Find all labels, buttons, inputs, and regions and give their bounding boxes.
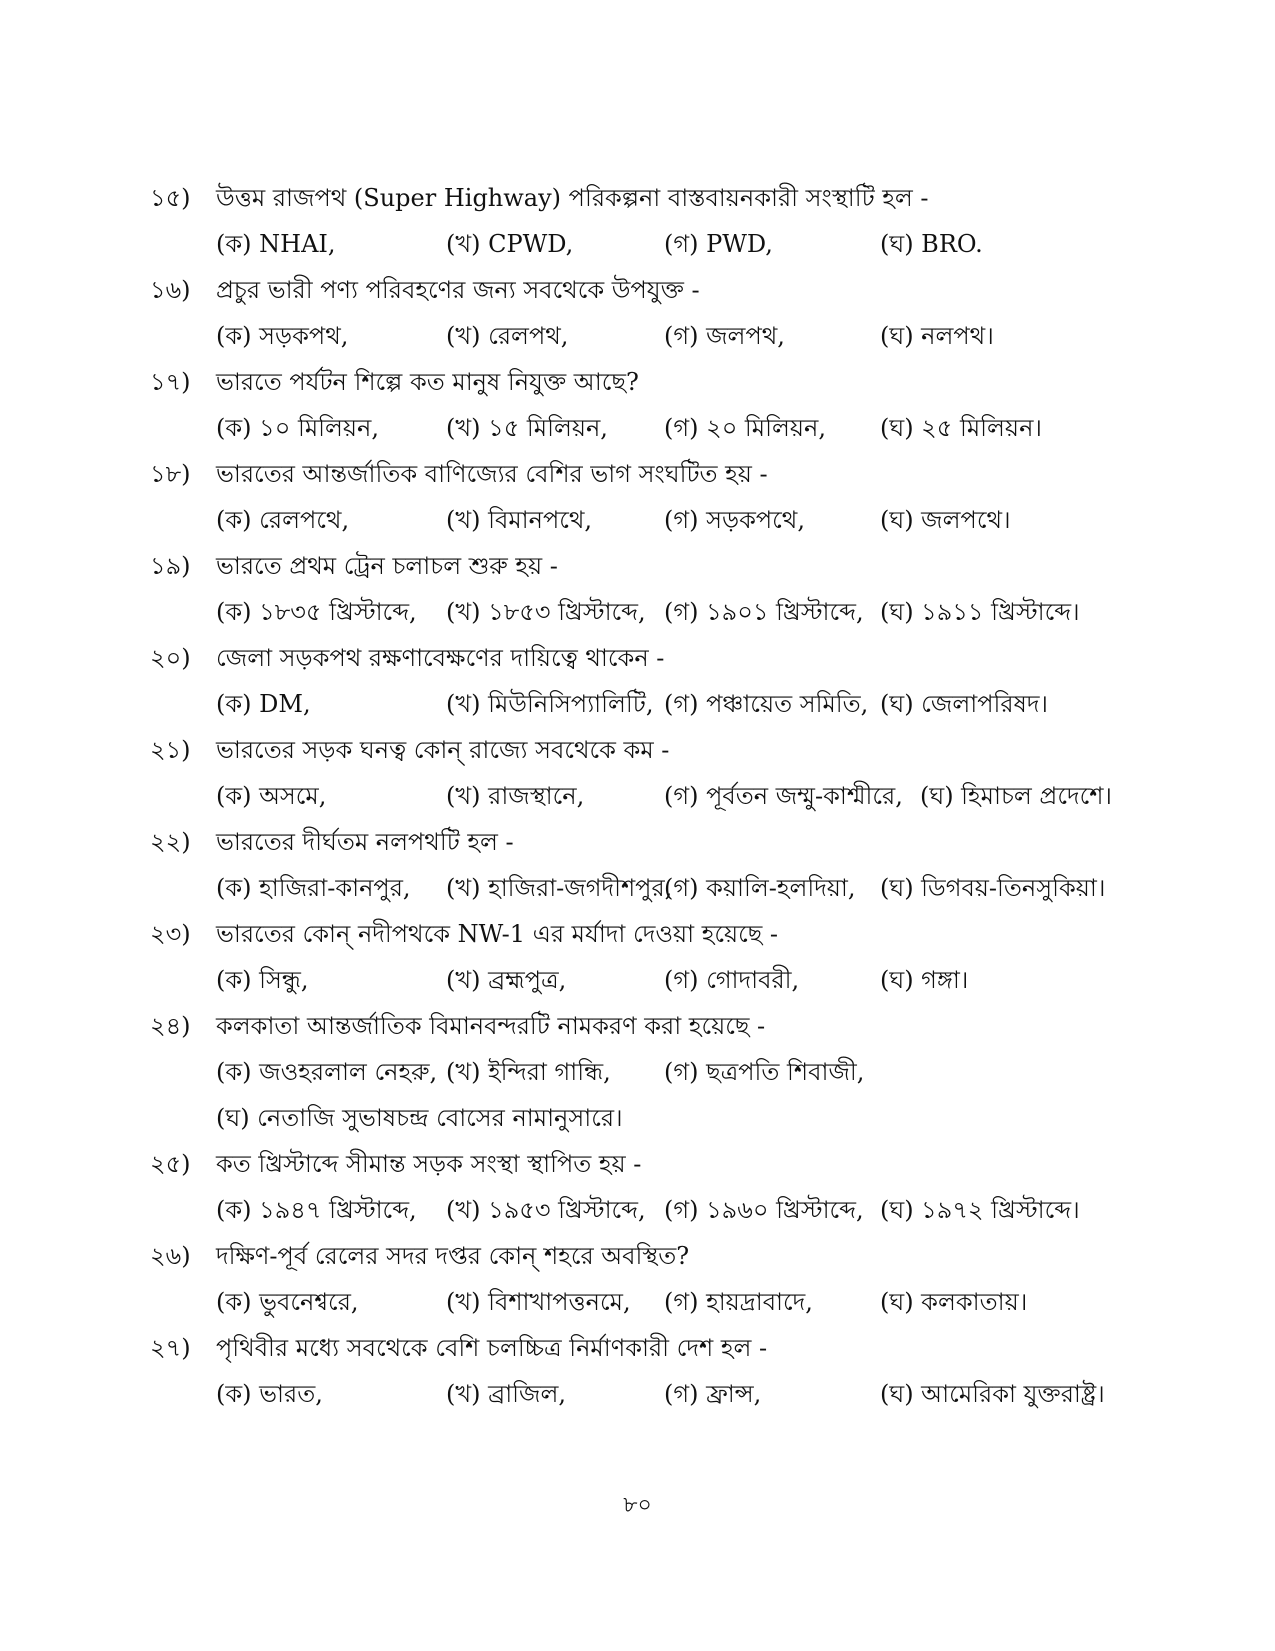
- question-line: [0, 180, 1275, 220]
- option-ka: (ক) সড়কপথ,: [216, 322, 349, 350]
- question-text: কলকাতা আন্তর্জাতিক বিমানবন্দরটি নামকরণ করা হয়েছে -: [216, 1012, 766, 1040]
- question-text: ভারতের আন্তর্জাতিক বাণিজ্যের বেশির ভাগ সংঘটিত হয় -: [216, 460, 768, 488]
- option-kha: (খ) CPWD,: [446, 230, 574, 258]
- option-kha: (খ) ইন্দিরা গান্ধি,: [446, 1058, 611, 1086]
- question-text: উত্তম রাজপথ (Super Highway) পরিকল্পনা বাস্তবায়নকারী সংস্থাটি হল -: [216, 184, 929, 212]
- question-text: দক্ষিণ-পূর্ব রেলের সদর দপ্তর কোন্ শহরে অবস্থিত?: [216, 1242, 690, 1270]
- option-gha: (ঘ) জলপথে।: [880, 506, 1011, 534]
- question-number: ২৭): [150, 1334, 191, 1362]
- question-number: ২৬): [150, 1242, 191, 1270]
- options-line: [0, 502, 1275, 542]
- option-ka: (ক) রেলপথে,: [216, 506, 350, 534]
- question-number: ২১): [150, 736, 191, 764]
- option-kha: (খ) ১৯৫৩ খ্রিস্টাব্দে,: [446, 1196, 646, 1224]
- question-line: [0, 364, 1275, 404]
- option-kha: (খ) মিউনিসিপ্যালিটি,: [446, 690, 654, 718]
- option-ka: (ক) ১৯৪৭ খ্রিস্টাব্দে,: [216, 1196, 417, 1224]
- question-number: ২২): [150, 828, 191, 856]
- option-kha: (খ) ব্রাজিল,: [446, 1380, 566, 1408]
- options-line: [0, 686, 1275, 726]
- option-ga: (গ) কয়ালি-হলদিয়া,: [664, 874, 856, 902]
- options-line: [0, 870, 1275, 910]
- option-kha: (খ) রেলপথ,: [446, 322, 569, 350]
- option-ga: (গ) ছত্রপতি শিবাজী,: [664, 1058, 865, 1086]
- question-text: পৃথিবীর মধ্যে সবথেকে বেশি চলচ্চিত্র নির্মাণকারী দেশ হল -: [216, 1334, 768, 1362]
- option-ka: (ক) DM,: [216, 690, 311, 718]
- question-text: জেলা সড়কপথ রক্ষণাবেক্ষণের দায়িত্বে থাকেন -: [216, 644, 665, 672]
- option-gha: (ঘ) নেতাজি সুভাষচন্দ্র বোসের নামানুসারে।: [216, 1104, 623, 1132]
- option-gha: (ঘ) ১৯১১ খ্রিস্টাব্দে।: [880, 598, 1080, 626]
- option-ga: (গ) PWD,: [664, 230, 773, 258]
- option-ka: (ক) ১০ মিলিয়ন,: [216, 414, 379, 442]
- option-ka: (ক) হাজিরা-কানপুর,: [216, 874, 411, 902]
- option-ga: (গ) সড়কপথে,: [664, 506, 805, 534]
- option-ga: (গ) জলপথ,: [664, 322, 785, 350]
- options-line: [0, 226, 1275, 266]
- option-kha: (খ) ১৮৫৩ খ্রিস্টাব্দে,: [446, 598, 646, 626]
- option-ka: (ক) অসমে,: [216, 782, 327, 810]
- option-gha: (ঘ) নলপথ।: [880, 322, 994, 350]
- option-kha: (খ) ১৫ মিলিয়ন,: [446, 414, 608, 442]
- question-text: প্রচুর ভারী পণ্য পরিবহণের জন্য সবথেকে উপযুক্ত -: [216, 276, 700, 304]
- option-gha: (ঘ) গঙ্গা।: [880, 966, 969, 994]
- question-line: [0, 640, 1275, 680]
- question-line: [0, 1330, 1275, 1370]
- options-line: [0, 594, 1275, 634]
- question-line: [0, 824, 1275, 864]
- option-ga: (গ) ২০ মিলিয়ন,: [664, 414, 826, 442]
- question-line: [0, 1008, 1275, 1048]
- question-text: ভারতের কোন্ নদীপথকে NW-1 এর মর্যাদা দেওয়া হয়েছে -: [216, 920, 779, 948]
- question-line: [0, 456, 1275, 496]
- question-number: ২৪): [150, 1012, 191, 1040]
- question-line: [0, 272, 1275, 312]
- question-text: ভারতে পর্যটন শিল্পে কত মানুষ নিযুক্ত আছে?: [216, 368, 639, 396]
- option-ga: (গ) ১৯০১ খ্রিস্টাব্দে,: [664, 598, 864, 626]
- option-gha: (ঘ) ২৫ মিলিয়ন।: [880, 414, 1042, 442]
- options-line: [0, 318, 1275, 358]
- option-ga: (গ) ফ্রান্স,: [664, 1380, 762, 1408]
- question-line: [0, 1146, 1275, 1186]
- question-line: [0, 548, 1275, 588]
- options-line: [0, 1284, 1275, 1324]
- option-kha: (খ) হাজিরা-জগদীশপুর,: [446, 874, 673, 902]
- options-line: [0, 410, 1275, 450]
- option-gha: (ঘ) কলকাতায়।: [880, 1288, 1028, 1316]
- option-ka: (ক) সিন্ধু,: [216, 966, 309, 994]
- question-number: ১৯): [150, 552, 191, 580]
- question-text: ভারতে প্রথম ট্রেন চলাচল শুরু হয় -: [216, 552, 558, 580]
- option-ka: (ক) ভুবনেশ্বরে,: [216, 1288, 359, 1316]
- question-number: ২০): [150, 644, 191, 672]
- option-kha: (খ) বিশাখাপত্তনমে,: [446, 1288, 631, 1316]
- option-ga: (গ) ১৯৬০ খ্রিস্টাব্দে,: [664, 1196, 864, 1224]
- options-line: [0, 1054, 1275, 1094]
- option-ga: (গ) হায়দ্রাবাদে,: [664, 1288, 813, 1316]
- question-line: [0, 916, 1275, 956]
- option-ka: (ক) জওহরলাল নেহরু,: [216, 1058, 438, 1086]
- option-ka: (ক) ভারত,: [216, 1380, 323, 1408]
- option-kha: (খ) রাজস্থানে,: [446, 782, 585, 810]
- options-line: [0, 1100, 1275, 1140]
- option-gha: (ঘ) ১৯৭২ খ্রিস্টাব্দে।: [880, 1196, 1080, 1224]
- option-kha: (খ) বিমানপথে,: [446, 506, 593, 534]
- question-number: ১৬): [150, 276, 191, 304]
- option-ga: (গ) গোদাবরী,: [664, 966, 800, 994]
- options-line: [0, 1376, 1275, 1416]
- option-ka: (ক) NHAI,: [216, 230, 336, 258]
- question-text: ভারতের সড়ক ঘনত্ব কোন্ রাজ্যে সবথেকে কম -: [216, 736, 670, 764]
- option-ka: (ক) ১৮৩৫ খ্রিস্টাব্দে,: [216, 598, 417, 626]
- option-gha: (ঘ) ডিগবয়-তিনসুকিয়া।: [880, 874, 1106, 902]
- question-line: [0, 1238, 1275, 1278]
- question-text: কত খ্রিস্টাব্দে সীমান্ত সড়ক সংস্থা স্থাপিত হয় -: [216, 1150, 642, 1178]
- question-line: [0, 732, 1275, 772]
- page-number: ৮০: [623, 1493, 652, 1518]
- question-number: ২৫): [150, 1150, 191, 1178]
- options-line: [0, 1192, 1275, 1232]
- option-gha: (ঘ) আমেরিকা যুক্তরাষ্ট্র।: [880, 1380, 1105, 1408]
- question-number: ১৮): [150, 460, 191, 488]
- question-number: ১৭): [150, 368, 191, 396]
- option-kha: (খ) ব্রহ্মপুত্র,: [446, 966, 567, 994]
- option-ga: (গ) পূর্বতন জম্মু-কাশ্মীরে,: [664, 782, 903, 810]
- question-text: ভারতের দীর্ঘতম নলপথটি হল -: [216, 828, 514, 856]
- option-gha: (ঘ) হিমাচল প্রদেশে।: [920, 782, 1112, 810]
- question-number: ২৩): [150, 920, 191, 948]
- option-ga: (গ) পঞ্চায়েত সমিতি,: [664, 690, 869, 718]
- options-line: [0, 962, 1275, 1002]
- option-gha: (ঘ) BRO.: [880, 230, 983, 258]
- option-gha: (ঘ) জেলাপরিষদ।: [880, 690, 1049, 718]
- question-number: ১৫): [150, 184, 191, 212]
- options-line: [0, 778, 1275, 818]
